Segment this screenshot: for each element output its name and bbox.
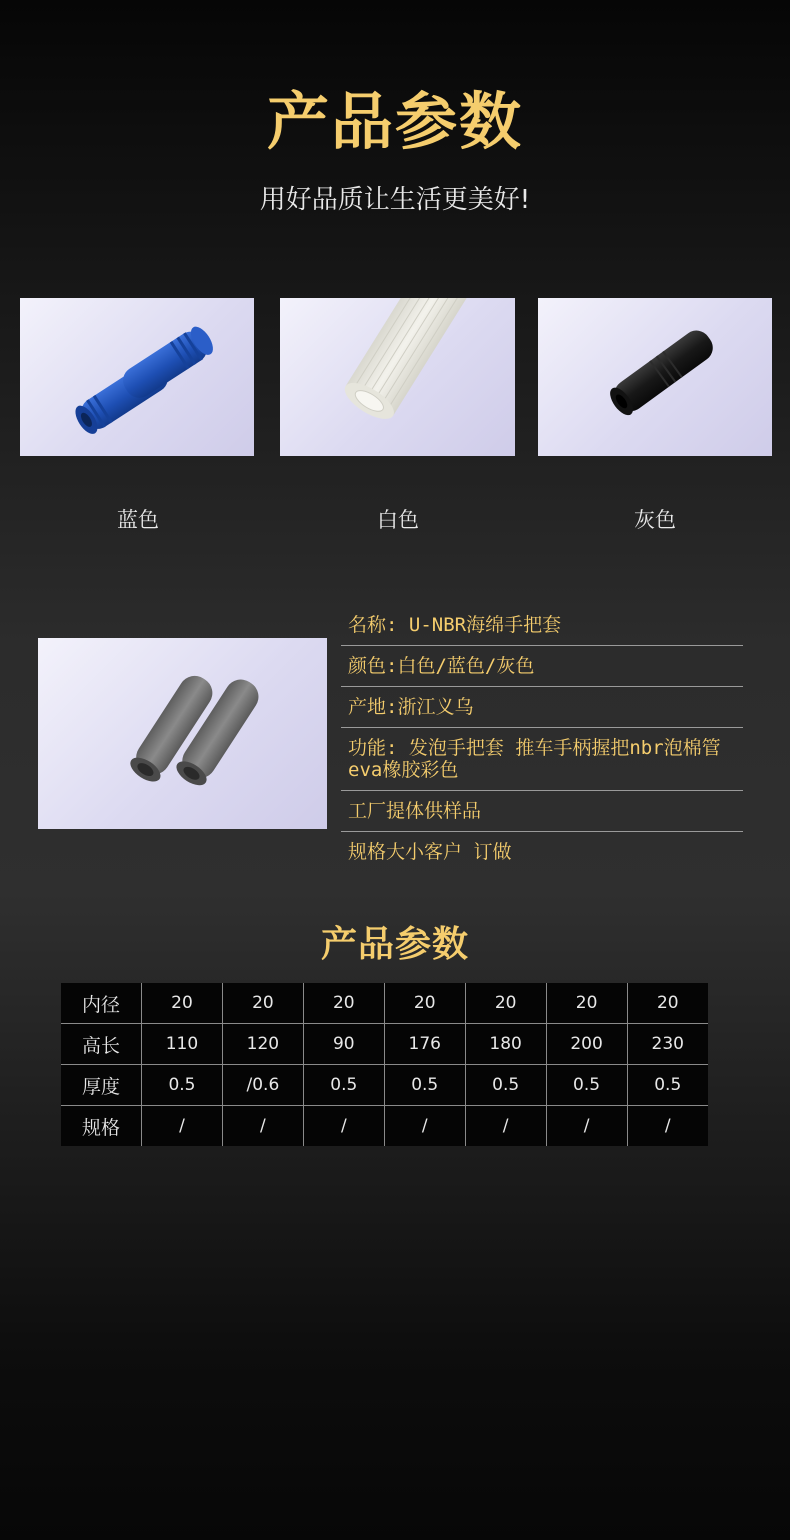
table-cell: / [546, 1106, 627, 1147]
color-label-gray: 灰色 [634, 508, 676, 532]
table-cell: 200 [546, 1024, 627, 1065]
table-cell: 20 [303, 983, 384, 1024]
table-cell: 20 [546, 983, 627, 1024]
black-foam-grip-photo [538, 298, 772, 456]
table-cell: 0.5 [465, 1065, 546, 1106]
spec-origin: 产地:浙江义乌 [341, 687, 743, 728]
spec-function: 功能: 发泡手把套 推车手柄握把nbr泡棉管eva橡胶彩色 [341, 728, 743, 791]
spec-custom: 规格大小客户 订做 [348, 841, 512, 863]
gray-foam-grip-photo [38, 638, 327, 829]
spec-name: 名称: U-NBR海绵手把套 [341, 605, 743, 646]
table-cell: /0.6 [222, 1065, 303, 1106]
table-cell: 20 [222, 983, 303, 1024]
table-cell: 20 [627, 983, 708, 1024]
table-cell: / [465, 1106, 546, 1147]
table-row-header: 厚度 [61, 1065, 142, 1106]
table-cell: 120 [222, 1024, 303, 1065]
spec-samples: 工厂提体供样品 [341, 791, 743, 832]
table-cell: 0.5 [384, 1065, 465, 1106]
table-cell: 20 [142, 983, 223, 1024]
table-row-header: 规格 [61, 1106, 142, 1147]
page-subtitle: 用好品质让生活更美好! [259, 185, 531, 215]
table-row [61, 1065, 708, 1106]
table-cell: / [142, 1106, 223, 1147]
table-cell: 20 [384, 983, 465, 1024]
table-cell: / [627, 1106, 708, 1147]
page-title: 产品参数 [266, 85, 523, 158]
table-row [61, 983, 708, 1024]
table-cell: 90 [303, 1024, 384, 1065]
color-label-blue: 蓝色 [117, 508, 159, 532]
table-row-header: 内径 [61, 983, 142, 1024]
table-cell: 180 [465, 1024, 546, 1065]
table-cell: / [303, 1106, 384, 1147]
table-cell: / [384, 1106, 465, 1147]
table-cell: 230 [627, 1024, 708, 1065]
spec-colors: 颜色:白色/蓝色/灰色 [341, 646, 743, 687]
param-table [61, 983, 708, 1146]
table-cell: 0.5 [546, 1065, 627, 1106]
table-row [61, 1024, 708, 1065]
white-foam-grip-photo [280, 298, 515, 456]
table-row [61, 1106, 708, 1147]
table-cell: 0.5 [303, 1065, 384, 1106]
table-cell: 176 [384, 1024, 465, 1065]
table-cell: / [222, 1106, 303, 1147]
spec-list [341, 605, 743, 872]
blue-foam-grip-photo [20, 298, 254, 456]
table-cell: 110 [142, 1024, 223, 1065]
table-row-header: 高长 [61, 1024, 142, 1065]
table-cell: 20 [465, 983, 546, 1024]
table-cell: 0.5 [142, 1065, 223, 1106]
param-table-title: 产品参数 [320, 924, 469, 965]
table-cell: 0.5 [627, 1065, 708, 1106]
color-label-white: 白色 [377, 508, 419, 532]
